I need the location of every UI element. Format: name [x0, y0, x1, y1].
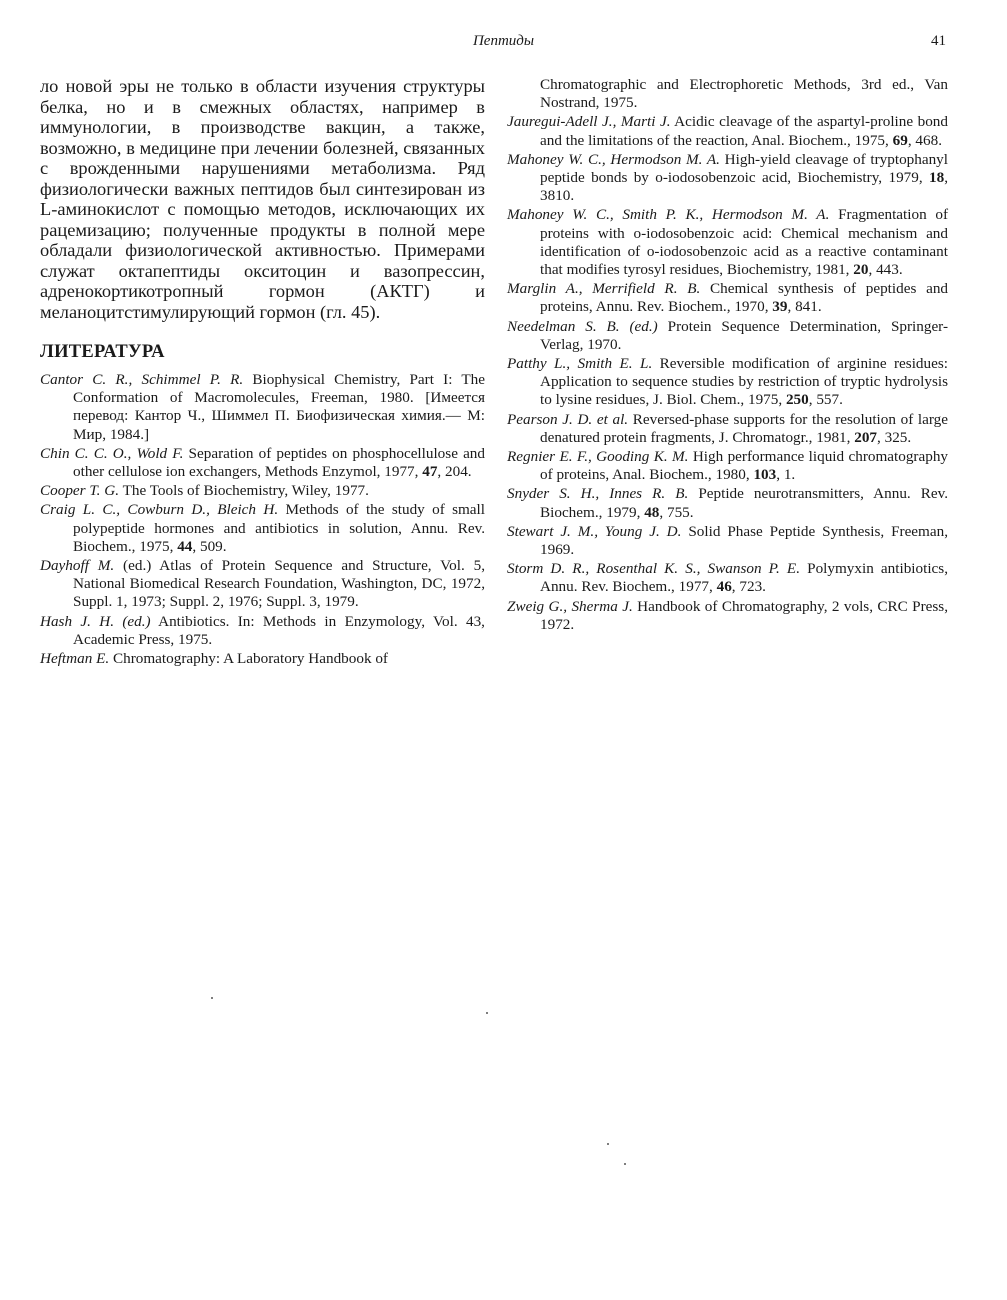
reference-authors: Jauregui-Adell J., Marti J. — [507, 113, 671, 131]
reference-tail: , 443. — [868, 261, 903, 279]
scan-speck — [607, 1143, 609, 1145]
reference-entry — [40, 371, 485, 444]
reference-authors: Heftman E. — [40, 650, 110, 668]
reference-volume: 46 — [716, 578, 732, 596]
reference-text: Peptide neurotransmitters, Annu. Rev. Biochem., 1979, — [540, 485, 949, 521]
reference-authors: Cantor C. R., Schimmel P. R. — [40, 371, 244, 388]
reference-text: High performance liquid chromatography of proteins, Anal. Biochem., 1980, — [540, 448, 949, 484]
reference-volume: 20 — [853, 261, 869, 279]
reference-tail: , 1. — [776, 466, 796, 484]
reference-entry — [40, 613, 485, 649]
reference-volume: 39 — [772, 298, 788, 316]
reference-authors: Cooper T. G. — [40, 482, 120, 500]
reference-tail: , 841. — [787, 298, 822, 316]
reference-volume: 103 — [753, 466, 777, 484]
reference-volume: 47 — [422, 463, 438, 481]
reference-tail: , 509. — [192, 537, 227, 555]
reference-entry — [507, 318, 948, 354]
reference-volume: 250 — [785, 391, 809, 409]
reference-text: (ed.) Atlas of Protein Sequence and Structure, Vol. 5, National Biomedical Research Foundation, Washington, DC, 1972, Suppl. 1, 1973; Suppl. 2, 1976; Suppl. 3, 1979. — [73, 557, 485, 611]
reference-entry — [507, 523, 948, 559]
reference-tail: , 325. — [877, 428, 912, 446]
reference-text: Fragmentation of proteins with o-iodosobenzoic acid: Chemical mechanism and identification of o-iodosobenzoic acid as a reactive contaminant that modifies tyrosyl residues, Biochemistry, 1981, — [540, 206, 949, 279]
reference-tail: , 557. — [808, 391, 843, 409]
reference-text: Acidic cleavage of the aspartyl-proline bond and the limitations of the reaction, Anal. Biochem., 1975, — [540, 113, 948, 149]
reference-volume: 48 — [644, 503, 660, 521]
reference-tail: , 468. — [907, 131, 942, 149]
page-number: 41 — [931, 33, 946, 49]
reference-text: Separation of peptides on phosphocellulose and other cellulose ion exchangers, Methods Enzymol, 1977, — [73, 444, 485, 481]
reference-volume: 44 — [177, 537, 193, 555]
reference-authors: Marglin A., Merrifield R. B. — [507, 280, 701, 298]
left-column — [40, 76, 485, 669]
reference-authors: Hash J. H. (ed.) — [40, 612, 151, 630]
reference-text: Polymyxin antibiotics, Annu. Rev. Biochem., 1977, — [540, 560, 948, 596]
reference-entry — [507, 113, 948, 149]
reference-tail: , 204. — [437, 463, 472, 481]
reference-list-right — [507, 113, 948, 634]
reference-authors: Snyder S. H., Innes R. B. — [507, 485, 689, 503]
reference-text: Biophysical Chemistry, Part I: The Conformation of Macromolecules, Freeman, 1980. [Имеется перевод: Кантор Ч., Шиммел П. Биофизическая химия.— М: Мир, 1984.] — [73, 371, 485, 443]
reference-entry — [40, 501, 485, 556]
section-heading-literature: ЛИТЕРАТУРА — [40, 342, 165, 362]
body-paragraph: ло новой эры не только в области изучения структуры белка, но и в смежных областях, например в иммунологии, в производстве вакцин, а также, возможно, в медицине при лечении болезней, связанных с врожденными нарушениями метаболизма. Ряд физиологически важных пептидов был синтезирован из L-аминокислот с помощью методов, исключающих их рацемизацию; полученные продукты в полной мере обладали физиологической активностью. Примерами служат октапептиды окситоцин и вазопрессин, адренокортикотропный гормон (АКТГ) и меланоцитстимулирующий гормон (гл. 45). — [40, 76, 485, 322]
reference-authors: Regnier E. F., Gooding K. M. — [507, 448, 689, 466]
reference-entry — [507, 448, 948, 484]
reference-text: High-yield cleavage of tryptophanyl peptide bonds by o-iodosobenzoic acid, Biochemistry, 1979, — [540, 150, 948, 187]
reference-entry — [507, 206, 948, 279]
reference-text: Reversed-phase supports for the resolution of large denatured protein fragments, J. Chromatogr., 1981, — [540, 410, 948, 446]
reference-text: Protein Sequence Determination, Springer-Verlag, 1970. — [540, 317, 948, 353]
reference-text: The Tools of Biochemistry, Wiley, 1977. — [119, 482, 369, 500]
reference-text: Chemical synthesis of peptides and proteins, Annu. Rev. Biochem., 1970, — [540, 280, 949, 316]
reference-text: Handbook of Chromatography, 2 vols, CRC Press, 1972. — [540, 597, 948, 633]
reference-text: Reversible modification of arginine residues: Application to sequence studies by restriction of tryptic hydrolysis to lysine residues, J. Biol. Chem., 1975, — [540, 355, 948, 409]
reference-entry — [40, 482, 485, 500]
scan-speck — [211, 997, 213, 999]
reference-entry — [40, 557, 485, 612]
reference-text: Antibiotics. In: Methods in Enzymology, Vol. 43, Academic Press, 1975. — [73, 612, 485, 648]
reference-entry — [507, 598, 948, 634]
scan-speck — [624, 1163, 626, 1165]
running-header-title: Пептиды — [472, 33, 535, 49]
scan-speck — [486, 1012, 488, 1014]
reference-list-left — [40, 371, 485, 668]
reference-entry — [507, 151, 948, 206]
reference-entry — [507, 280, 948, 316]
reference-authors: Pearson J. D. et al. — [507, 410, 629, 428]
reference-authors: Mahoney W. C., Smith P. K., Hermodson M. A. — [507, 206, 830, 224]
reference-entry — [507, 485, 948, 521]
reference-tail: , 3810. — [540, 169, 948, 205]
reference-entry — [507, 560, 948, 596]
reference-authors: Storm D. R., Rosenthal K. S., Swanson P. E. — [507, 560, 800, 578]
reference-authors: Chin C. C. O., Wold F. — [40, 444, 184, 462]
reference-text: Methods of the study of small polypeptide hormones and antibiotics in solution, Annu. Rev. Biochem., 1975, — [73, 501, 485, 555]
reference-text: Solid Phase Peptide Synthesis, Freeman, 1969. — [540, 522, 948, 559]
reference-authors: Dayhoff M. — [40, 557, 115, 575]
reference-authors: Craig L. C., Cowburn D., Bleich H. — [40, 501, 279, 519]
reference-entry — [507, 355, 948, 410]
reference-authors: Zweig G., Sherma J. — [507, 597, 633, 615]
reference-volume: 207 — [854, 428, 878, 446]
right-column — [507, 76, 948, 635]
reference-tail: , 723. — [731, 578, 766, 596]
reference-text: Chromatography: A Laboratory Handbook of — [109, 650, 388, 668]
reference-volume: 69 — [892, 131, 908, 149]
reference-entry — [40, 650, 485, 668]
reference-authors: Patthy L., Smith E. L. — [507, 355, 653, 373]
reference-authors: Mahoney W. C., Hermodson M. A. — [507, 150, 720, 168]
reference-tail: , 755. — [659, 503, 694, 521]
reference-volume: 18 — [929, 169, 945, 187]
reference-authors: Stewart J. M., Young J. D. — [507, 522, 682, 540]
reference-authors: Needelman S. B. (ed.) — [507, 317, 658, 335]
reference-continuation: Chromatographic and Electrophoretic Methods, 3rd ed., Van Nostrand, 1975. — [540, 76, 948, 112]
reference-entry — [507, 411, 948, 447]
reference-entry — [40, 445, 485, 481]
